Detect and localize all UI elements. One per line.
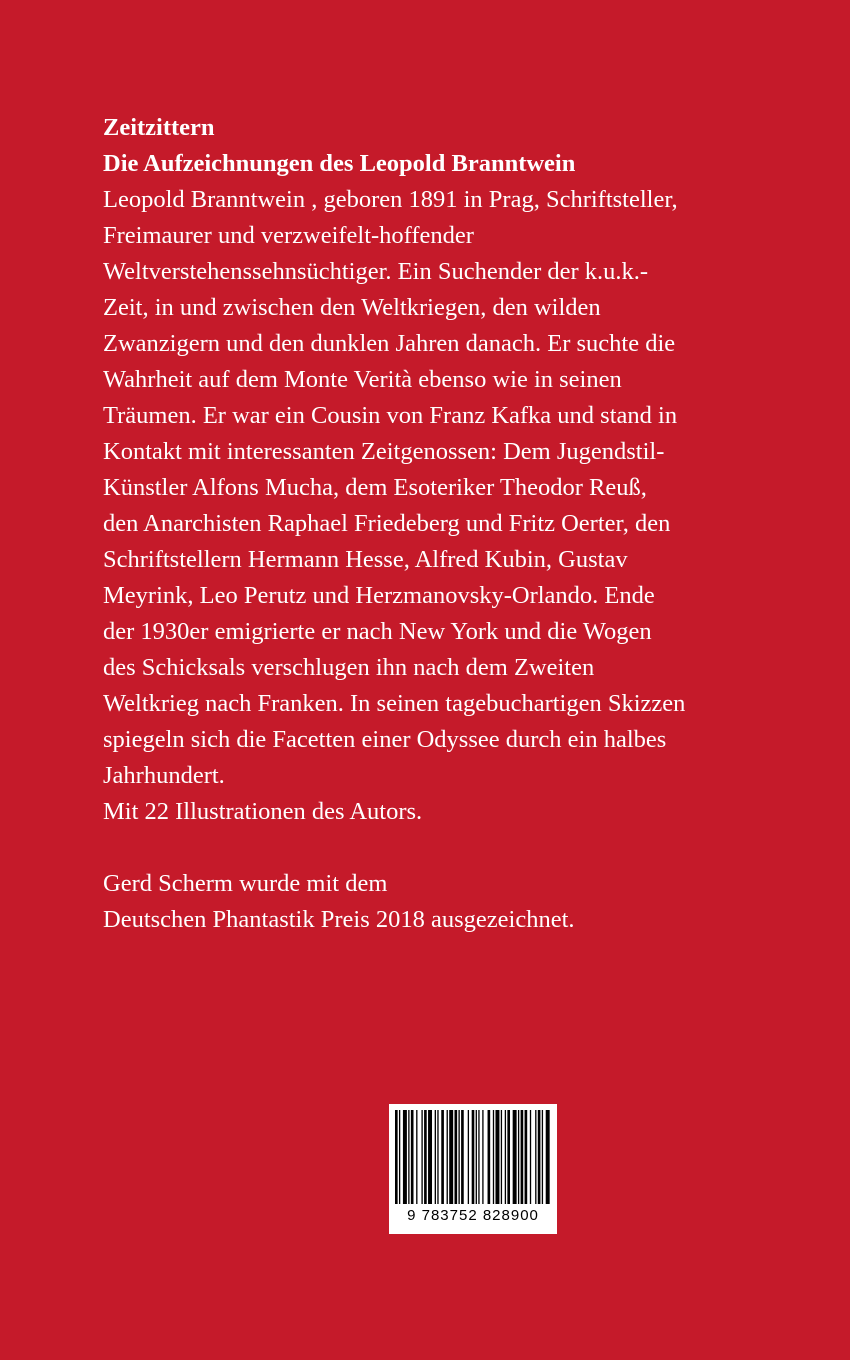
barcode-bar — [458, 1110, 459, 1204]
barcode-bar — [478, 1110, 479, 1204]
award-line-1: Gerd Scherm wurde mit dem — [103, 870, 388, 897]
description-line: Zwanzigern und den dunklen Jahren danach. Er suchte die — [103, 330, 676, 357]
description-line: der 1930er emigrierte er nach New York und die Wogen — [103, 618, 652, 645]
isbn-barcode — [389, 1104, 557, 1234]
barcode-bar — [403, 1110, 407, 1204]
barcode-bar — [535, 1110, 536, 1204]
barcode-bars — [395, 1110, 551, 1204]
barcode-bar — [454, 1110, 457, 1204]
illustrations-note: Mit 22 Illustrationen des Autors. — [103, 798, 423, 825]
barcode-bar — [461, 1110, 464, 1204]
barcode-bar — [421, 1110, 422, 1204]
blurb — [103, 110, 803, 938]
barcode-bar — [513, 1110, 517, 1204]
description-line: Leopold Branntwein , geboren 1891 in Prag, Schriftsteller, — [103, 186, 678, 213]
book-subtitle: Die Aufzeichnungen des Leopold Branntwein — [103, 150, 576, 177]
isbn-number: 9 783752 828900 — [407, 1207, 539, 1224]
barcode-bar — [488, 1110, 491, 1204]
barcode-bar — [505, 1110, 506, 1204]
barcode-bar — [530, 1110, 531, 1204]
description-line: Zeit, in und zwischen den Weltkriegen, den wilden — [103, 294, 601, 321]
barcode-bar — [416, 1110, 417, 1204]
barcode-bar — [441, 1110, 444, 1204]
description-line: Weltkrieg nach Franken. In seinen tagebuchartigen Skizzen — [103, 690, 686, 717]
description-line: Weltverstehenssehnsüchtiger. Ein Suchender der k.u.k.- — [103, 258, 649, 285]
barcode-bar — [493, 1110, 494, 1204]
barcode-bar — [411, 1110, 414, 1204]
barcode-bar — [468, 1110, 469, 1204]
barcode-bar — [538, 1110, 541, 1204]
description-line: Träumen. Er war ein Cousin von Franz Kafka und stand in — [103, 402, 678, 429]
barcode-bar — [447, 1110, 448, 1204]
description-line: des Schicksals verschlugen ihn nach dem Zweiten — [103, 654, 595, 681]
award-line-2: Deutschen Phantastik Preis 2018 ausgezeichnet. — [103, 906, 575, 933]
barcode-bar — [501, 1110, 502, 1204]
description-line: spiegeln sich die Facetten einer Odyssee durch ein halbes — [103, 726, 667, 753]
description-line: Wahrheit auf dem Monte Verità ebenso wie in seinen — [103, 366, 622, 393]
barcode-bar — [449, 1110, 453, 1204]
barcode-bar — [399, 1110, 400, 1204]
barcode-bar — [408, 1110, 409, 1204]
barcode-bar — [435, 1110, 436, 1204]
barcode-bar — [521, 1110, 524, 1204]
description-line: Schriftstellern Hermann Hesse, Alfred Kubin, Gustav — [103, 546, 628, 573]
book-title: Zeitzittern — [103, 114, 215, 141]
barcode-bar — [428, 1110, 432, 1204]
description-line: Freimaurer und verzweifelt-hoffender — [103, 222, 474, 249]
barcode-bar — [476, 1110, 477, 1204]
barcode-bar — [472, 1110, 475, 1204]
description-line: Künstler Alfons Mucha, dem Esoteriker Theodor Reuß, — [103, 474, 647, 501]
description-line: den Anarchisten Raphael Friedeberg und Fritz Oerter, den — [103, 510, 671, 537]
barcode-bar — [542, 1110, 543, 1204]
barcode-bar — [482, 1110, 483, 1204]
description-line: Kontakt mit interessanten Zeitgenossen: Dem Jugendstil- — [103, 438, 665, 465]
barcode-bar — [546, 1110, 550, 1204]
barcode-bar — [507, 1110, 510, 1204]
barcode-bar — [395, 1110, 398, 1204]
award-note — [103, 866, 803, 938]
description-line: Jahrhundert. — [103, 762, 225, 789]
barcode-bar — [525, 1110, 528, 1204]
description-line: Meyrink, Leo Perutz und Herzmanovsky-Orlando. Ende — [103, 582, 655, 609]
barcode-bar — [518, 1110, 519, 1204]
book-description — [103, 182, 803, 794]
barcode-bar — [495, 1110, 499, 1204]
barcode-bar — [437, 1110, 438, 1204]
barcode-bar — [424, 1110, 427, 1204]
